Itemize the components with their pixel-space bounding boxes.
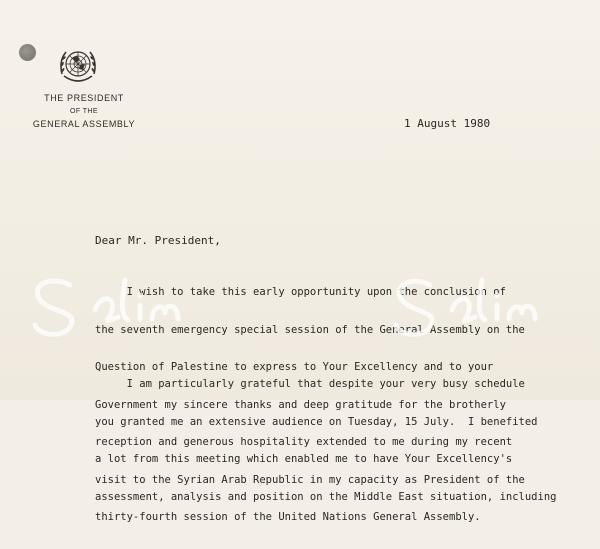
letterhead-title: THE PRESIDENT: [44, 93, 124, 103]
paragraph-line: the seventh emergency special session of the General Assembly on the: [95, 323, 525, 336]
paragraph-line: thirty-fourth session of the United Nations General Assembly.: [95, 511, 481, 523]
paragraph-line: Question of Palestine to express to Your Excellency and to your: [95, 361, 494, 373]
un-emblem-icon: [56, 44, 100, 88]
paragraph-line: reception and generous hospitality extended to me during my recent: [95, 436, 513, 448]
paragraph-line: assessment, analysis and position on the Middle East situation, including: [95, 490, 557, 503]
letterhead: [28, 92, 140, 131]
paragraph-line: I wish to take this early opportunity upon the conclusion of: [95, 286, 506, 298]
paragraph-2: [95, 353, 565, 528]
paragraph-line: visit to the Syrian Arab Republic in my capacity as President of the: [95, 473, 525, 486]
paragraph-line: Government my sincere thanks and deep gratitude for the brotherly: [95, 398, 506, 411]
paragraph-line: I am particularly grateful that despite your very busy schedule: [95, 378, 525, 390]
paragraph-line: a lot from this meeting which enabled me to have Your Excellency's: [95, 453, 513, 465]
letterhead-assembly: GENERAL ASSEMBLY: [32, 119, 136, 129]
paragraph-line: you granted me an extensive audience on Tuesday, 15 July. I benefited: [95, 415, 538, 428]
letterhead-of-the: OF THE: [70, 108, 98, 115]
letter-date: 1 August 1980: [404, 117, 491, 130]
salutation: Dear Mr. President,: [95, 234, 221, 247]
punch-hole: [19, 44, 36, 61]
